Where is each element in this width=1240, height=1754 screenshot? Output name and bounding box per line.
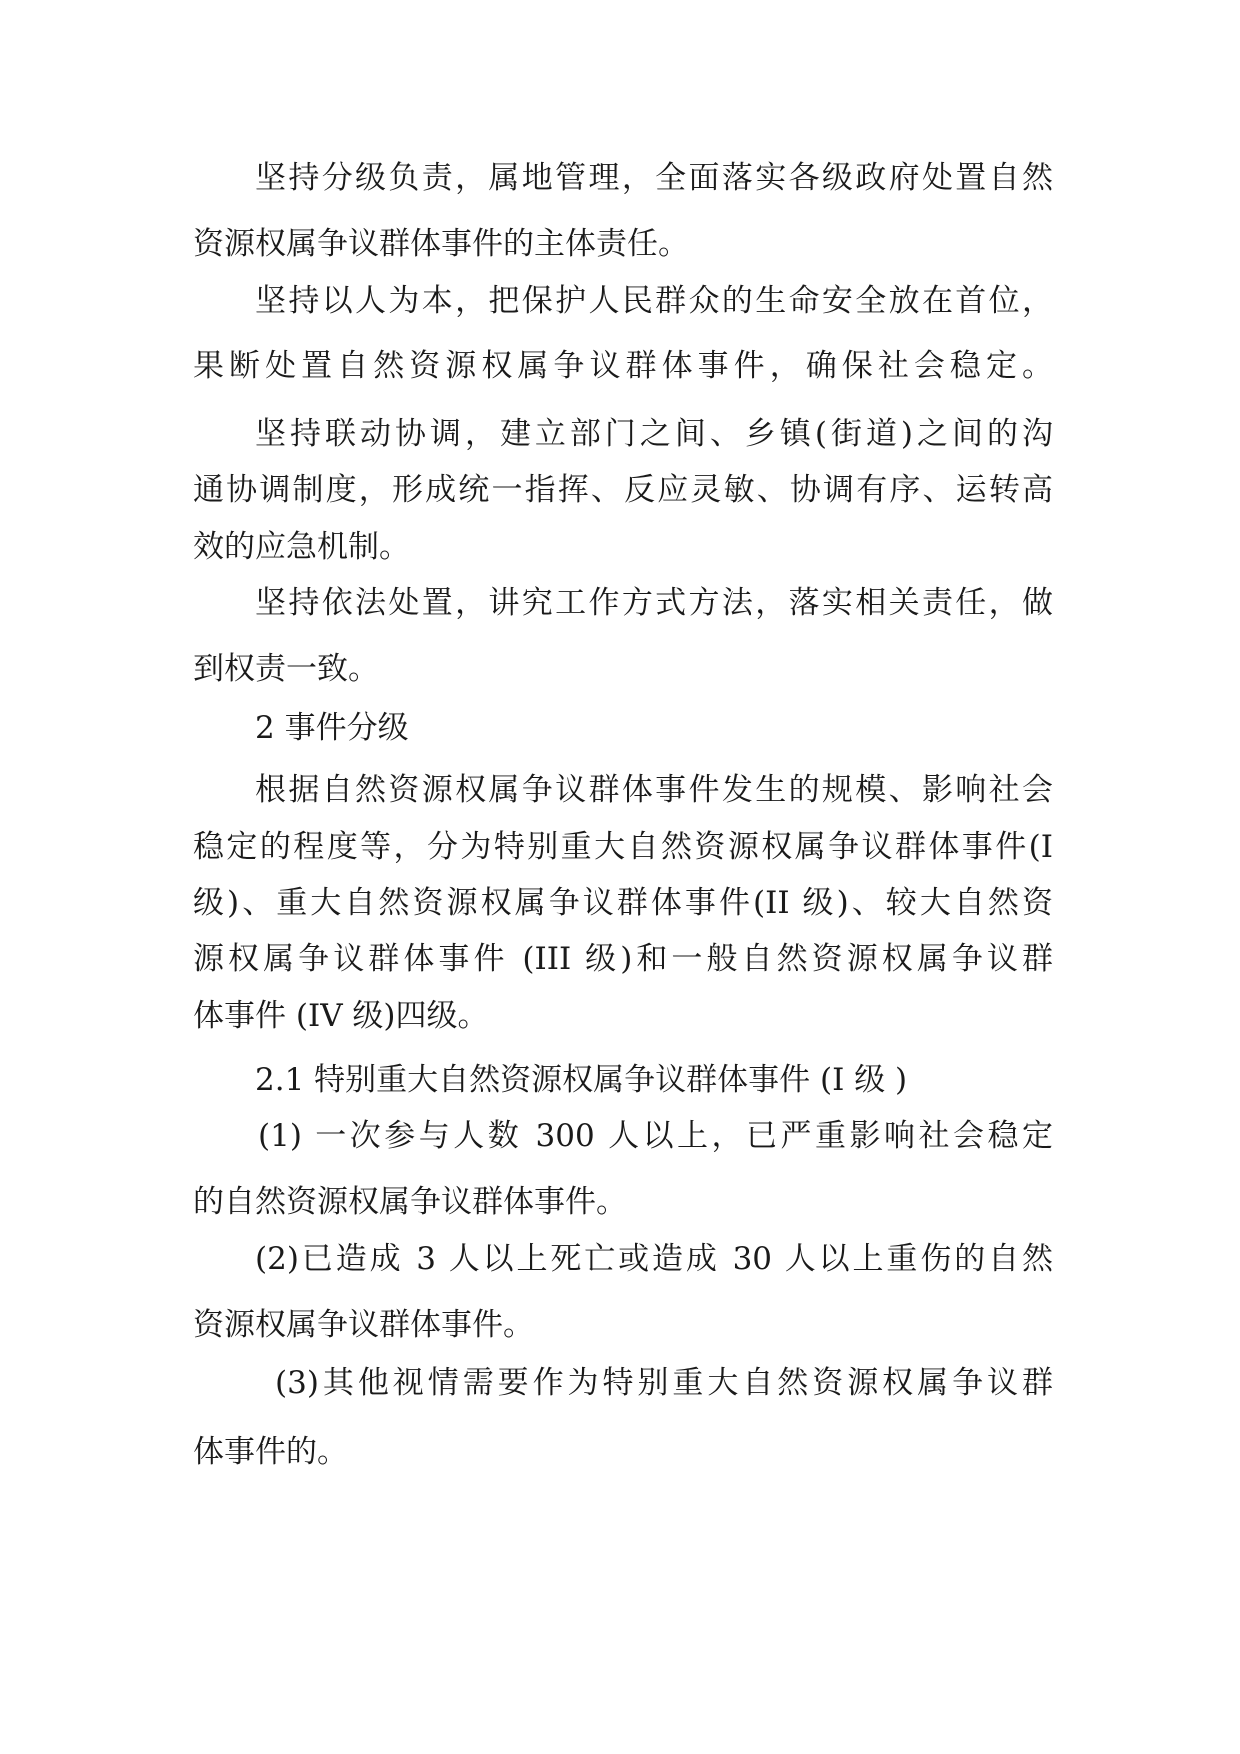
paragraph-line: (2)已造成 3 人以上死亡或造成 30 人以上重伤的自然: [255, 1241, 1053, 1277]
paragraph-line: 效的应急机制。: [193, 529, 410, 565]
paragraph-line: 资源权属争议群体事件。: [193, 1307, 534, 1343]
paragraph-line: 坚持联动协调，建立部门之间、乡镇(街道)之间的沟: [255, 416, 1053, 452]
paragraph-line: 坚持以人为本，把保护人民群众的生命安全放在首位，: [255, 283, 1053, 319]
paragraph-line: 坚持依法处置，讲究工作方式方法，落实相关责任，做: [255, 585, 1053, 621]
paragraph-line: 体事件 (IV 级)四级。: [193, 998, 489, 1034]
paragraph-line: 稳定的程度等，分为特别重大自然资源权属争议群体事件(I: [193, 829, 1053, 865]
paragraph-line: 源权属争议群体事件 (III 级)和一般自然资源权属争议群: [193, 941, 1053, 977]
paragraph-line: 果断处置自然资源权属争议群体事件，确保社会稳定。: [193, 348, 1053, 384]
paragraph-line: (3)其他视情需要作为特别重大自然资源权属争议群: [275, 1365, 1053, 1401]
paragraph-line: 坚持分级负责，属地管理，全面落实各级政府处置自然: [255, 160, 1053, 196]
paragraph-line: (1) 一次参与人数 300 人以上，已严重影响社会稳定: [258, 1118, 1053, 1154]
paragraph-line: 到权责一致。: [193, 651, 379, 687]
section-heading: 2 事件分级: [255, 710, 409, 746]
paragraph-line: 资源权属争议群体事件的主体责任。: [193, 226, 689, 262]
paragraph-line: 体事件的。: [193, 1434, 348, 1470]
paragraph-line: 级)、重大自然资源权属争议群体事件(II 级)、较大自然资: [193, 885, 1053, 921]
paragraph-line: 通协调制度，形成统一指挥、反应灵敏、协调有序、运转高: [193, 472, 1053, 508]
paragraph-line: 的自然资源权属争议群体事件。: [193, 1184, 627, 1220]
subsection-heading: 2.1 特别重大自然资源权属争议群体事件 (I 级 ): [255, 1062, 908, 1098]
paragraph-line: 根据自然资源权属争议群体事件发生的规模、影响社会: [255, 772, 1053, 808]
